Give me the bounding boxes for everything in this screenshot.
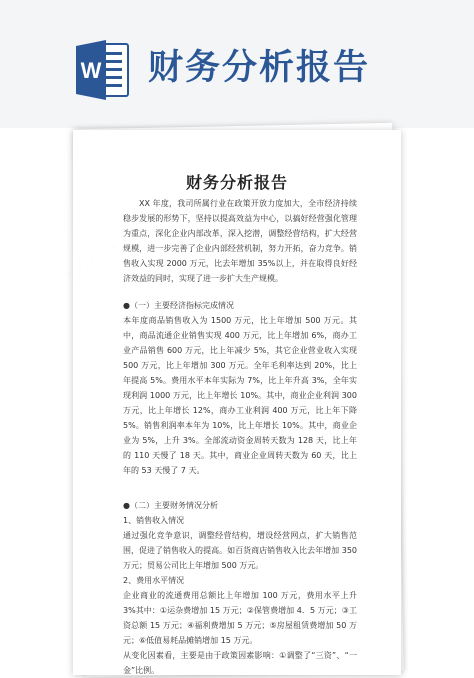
document-title: 财务分析报告 bbox=[185, 173, 288, 192]
document-body bbox=[123, 196, 357, 678]
header-banner bbox=[0, 0, 474, 128]
document-page bbox=[64, 130, 401, 675]
subsection-heading: 1、销售收入情况 bbox=[123, 516, 185, 525]
watermark: · · · · · · bbox=[64, 233, 133, 280]
watermark: · · · · · · bbox=[224, 413, 293, 460]
subsection-paragraph: 通过强化竞争意识，调整经营结构，增设经营网点，扩大销售范围，促进了销售收入的提高。如百货商店销售收入比去年增加 350 万元；贸易公司比上年增加 500 万元。 bbox=[123, 531, 357, 570]
subsection-paragraph: 企业商业的流通费用总额比上年增加 100 万元，费用水平上升 3%其中：①运杂费增加 15 万元；②保管费增加 4．5 万元；③工资总额 15 万元；④福利费增加 5 万元；⑤房屋租赁费增加 50 万元；⑥低值易耗品摊销增加 15 万元。 bbox=[123, 591, 357, 645]
section-heading: ●（一）主要经济指标完成情况 bbox=[123, 301, 234, 310]
section-paragraph: 本年度商品销售收入为 1500 万元，比上年增加 500 万元。其中，商品流通企业销售实现 400 万元，比上年增加 6%，商办工业产品销售 600 万元，比上年减少 5%，其它企业营业收入实现 500 万元，比上年增加 300 万元。全年毛利率达到 20%，比上年提高 5%。费用水平本年实际为 7%，比上年升高 3%，全年实现利润 1000 万元，比上年增长 10%。其中，商业企业利润 300 万元，比上年增长 12%，商办工业利润 400 万元，比上年下降 5%。销售利润率本年为 10%，比上年增长 10%。其中，商业企业为 5%，上升 3%。全部流动资金周转天数为 128 天，比上年的 110 天慢了 18 天。其中，商业企业周转天数为 60 天，比上年的 53 天慢了 7 天。 bbox=[123, 316, 357, 475]
word-icon-letter: W bbox=[80, 58, 102, 83]
subsection-heading: 2、费用水平情况 bbox=[123, 576, 185, 585]
intro-paragraph: XX 年度，我司所属行业在政策开放力度加大，全市经济持续稳步发展的形势下，坚持以提高效益为中心，以搞好经营强化管理为重点，深化企业内部改革，深入挖潜，调整经营结构，扩大经营规模，进一步完善了企业内部经营机制，努力开拓，奋力竞争。销售收入实现 2000 万元，比去年增加 35%以上，并在取得良好经济效益的同时，实现了进一步扩大生产规模。 bbox=[123, 199, 357, 283]
subsection-paragraph: 从变化因素看，主要是由于政策因素影响：①调整了“三资”、“一金”比例。 bbox=[123, 651, 357, 675]
section-heading: ●（二）主要财务情况分析 bbox=[123, 501, 218, 510]
spacer bbox=[123, 286, 357, 298]
word-document-icon bbox=[76, 38, 130, 102]
header-title: 财务分析报告 bbox=[148, 48, 371, 88]
spacer bbox=[123, 478, 357, 498]
